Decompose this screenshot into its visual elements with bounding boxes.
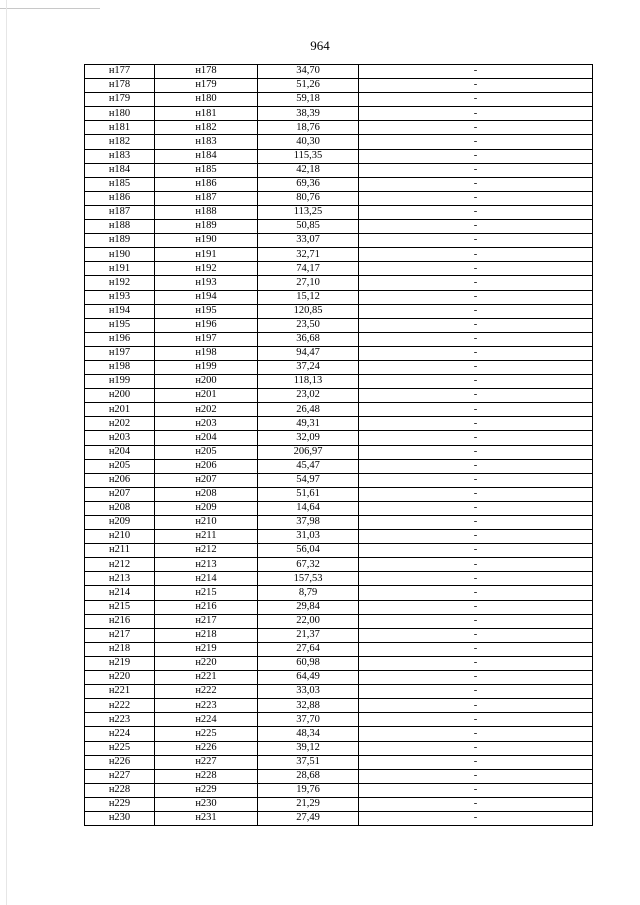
table-row bbox=[85, 163, 593, 177]
from-point-cell: н229 bbox=[85, 797, 155, 811]
table-row bbox=[85, 248, 593, 262]
to-point-cell: н229 bbox=[155, 783, 258, 797]
to-point-cell: н179 bbox=[155, 79, 258, 93]
length-cell: 56,04 bbox=[258, 544, 359, 558]
table-row bbox=[85, 360, 593, 374]
from-point-cell: н193 bbox=[85, 290, 155, 304]
length-cell: 22,00 bbox=[258, 614, 359, 628]
to-point-cell: н197 bbox=[155, 332, 258, 346]
table-row bbox=[85, 445, 593, 459]
from-point-cell: н186 bbox=[85, 191, 155, 205]
note-cell: - bbox=[359, 797, 593, 811]
table-row bbox=[85, 516, 593, 530]
length-cell: 51,61 bbox=[258, 487, 359, 501]
table-row bbox=[85, 332, 593, 346]
note-cell: - bbox=[359, 360, 593, 374]
table-row bbox=[85, 473, 593, 487]
to-point-cell: н192 bbox=[155, 262, 258, 276]
to-point-cell: н184 bbox=[155, 149, 258, 163]
note-cell: - bbox=[359, 530, 593, 544]
to-point-cell: н178 bbox=[155, 65, 258, 79]
to-point-cell: н225 bbox=[155, 727, 258, 741]
to-point-cell: н186 bbox=[155, 177, 258, 191]
length-cell: 67,32 bbox=[258, 558, 359, 572]
table-row bbox=[85, 431, 593, 445]
length-cell: 21,29 bbox=[258, 797, 359, 811]
from-point-cell: н215 bbox=[85, 600, 155, 614]
length-cell: 37,70 bbox=[258, 713, 359, 727]
to-point-cell: н188 bbox=[155, 205, 258, 219]
table-row bbox=[85, 121, 593, 135]
to-point-cell: н223 bbox=[155, 699, 258, 713]
table-row bbox=[85, 642, 593, 656]
page-number: 964 bbox=[310, 38, 330, 53]
to-point-cell: н195 bbox=[155, 304, 258, 318]
length-cell: 120,85 bbox=[258, 304, 359, 318]
table-row bbox=[85, 220, 593, 234]
length-cell: 37,51 bbox=[258, 755, 359, 769]
note-cell: - bbox=[359, 755, 593, 769]
note-cell: - bbox=[359, 135, 593, 149]
length-cell: 48,34 bbox=[258, 727, 359, 741]
length-cell: 27,49 bbox=[258, 811, 359, 825]
note-cell: - bbox=[359, 713, 593, 727]
to-point-cell: н206 bbox=[155, 459, 258, 473]
to-point-cell: н198 bbox=[155, 346, 258, 360]
note-cell: - bbox=[359, 121, 593, 135]
table-row bbox=[85, 389, 593, 403]
from-point-cell: н194 bbox=[85, 304, 155, 318]
from-point-cell: н211 bbox=[85, 544, 155, 558]
note-cell: - bbox=[359, 431, 593, 445]
note-cell: - bbox=[359, 501, 593, 515]
from-point-cell: н209 bbox=[85, 516, 155, 530]
length-cell: 28,68 bbox=[258, 769, 359, 783]
length-cell: 18,76 bbox=[258, 121, 359, 135]
to-point-cell: н219 bbox=[155, 642, 258, 656]
length-cell: 94,47 bbox=[258, 346, 359, 360]
from-point-cell: н201 bbox=[85, 403, 155, 417]
note-cell: - bbox=[359, 586, 593, 600]
note-cell: - bbox=[359, 262, 593, 276]
to-point-cell: н215 bbox=[155, 586, 258, 600]
note-cell: - bbox=[359, 163, 593, 177]
to-point-cell: н213 bbox=[155, 558, 258, 572]
table-row bbox=[85, 769, 593, 783]
length-cell: 23,02 bbox=[258, 389, 359, 403]
length-cell: 157,53 bbox=[258, 572, 359, 586]
from-point-cell: н188 bbox=[85, 220, 155, 234]
length-cell: 74,17 bbox=[258, 262, 359, 276]
boundary-segments-table bbox=[84, 64, 593, 826]
to-point-cell: н212 bbox=[155, 544, 258, 558]
note-cell: - bbox=[359, 487, 593, 501]
length-cell: 27,10 bbox=[258, 276, 359, 290]
table-row bbox=[85, 713, 593, 727]
length-cell: 32,88 bbox=[258, 699, 359, 713]
note-cell: - bbox=[359, 107, 593, 121]
length-cell: 31,03 bbox=[258, 530, 359, 544]
note-cell: - bbox=[359, 191, 593, 205]
length-cell: 49,31 bbox=[258, 417, 359, 431]
from-point-cell: н217 bbox=[85, 628, 155, 642]
note-cell: - bbox=[359, 558, 593, 572]
note-cell: - bbox=[359, 685, 593, 699]
table-row bbox=[85, 487, 593, 501]
table-row bbox=[85, 755, 593, 769]
table-row bbox=[85, 586, 593, 600]
note-cell: - bbox=[359, 149, 593, 163]
from-point-cell: н222 bbox=[85, 699, 155, 713]
length-cell: 59,18 bbox=[258, 93, 359, 107]
from-point-cell: н218 bbox=[85, 642, 155, 656]
table-row bbox=[85, 417, 593, 431]
to-point-cell: н209 bbox=[155, 501, 258, 515]
table-row bbox=[85, 656, 593, 670]
table-row bbox=[85, 558, 593, 572]
length-cell: 14,64 bbox=[258, 501, 359, 515]
length-cell: 26,48 bbox=[258, 403, 359, 417]
to-point-cell: н182 bbox=[155, 121, 258, 135]
to-point-cell: н221 bbox=[155, 671, 258, 685]
note-cell: - bbox=[359, 811, 593, 825]
length-cell: 113,25 bbox=[258, 205, 359, 219]
note-cell: - bbox=[359, 93, 593, 107]
table-body bbox=[85, 65, 593, 826]
note-cell: - bbox=[359, 65, 593, 79]
note-cell: - bbox=[359, 614, 593, 628]
from-point-cell: н181 bbox=[85, 121, 155, 135]
to-point-cell: н231 bbox=[155, 811, 258, 825]
to-point-cell: н193 bbox=[155, 276, 258, 290]
length-cell: 29,84 bbox=[258, 600, 359, 614]
length-cell: 45,47 bbox=[258, 459, 359, 473]
table-row bbox=[85, 107, 593, 121]
note-cell: - bbox=[359, 699, 593, 713]
from-point-cell: н177 bbox=[85, 65, 155, 79]
to-point-cell: н230 bbox=[155, 797, 258, 811]
note-cell: - bbox=[359, 656, 593, 670]
from-point-cell: н226 bbox=[85, 755, 155, 769]
note-cell: - bbox=[359, 473, 593, 487]
note-cell: - bbox=[359, 375, 593, 389]
length-cell: 50,85 bbox=[258, 220, 359, 234]
table-row bbox=[85, 530, 593, 544]
to-point-cell: н226 bbox=[155, 741, 258, 755]
note-cell: - bbox=[359, 727, 593, 741]
table-row bbox=[85, 262, 593, 276]
to-point-cell: н217 bbox=[155, 614, 258, 628]
length-cell: 51,26 bbox=[258, 79, 359, 93]
from-point-cell: н214 bbox=[85, 586, 155, 600]
to-point-cell: н218 bbox=[155, 628, 258, 642]
table-row bbox=[85, 79, 593, 93]
from-point-cell: н199 bbox=[85, 375, 155, 389]
to-point-cell: н183 bbox=[155, 135, 258, 149]
length-cell: 21,37 bbox=[258, 628, 359, 642]
from-point-cell: н189 bbox=[85, 234, 155, 248]
from-point-cell: н185 bbox=[85, 177, 155, 191]
to-point-cell: н194 bbox=[155, 290, 258, 304]
table-row bbox=[85, 234, 593, 248]
note-cell: - bbox=[359, 572, 593, 586]
from-point-cell: н197 bbox=[85, 346, 155, 360]
note-cell: - bbox=[359, 642, 593, 656]
note-cell: - bbox=[359, 332, 593, 346]
note-cell: - bbox=[359, 389, 593, 403]
table-row bbox=[85, 614, 593, 628]
from-point-cell: н208 bbox=[85, 501, 155, 515]
to-point-cell: н228 bbox=[155, 769, 258, 783]
length-cell: 64,49 bbox=[258, 671, 359, 685]
note-cell: - bbox=[359, 459, 593, 473]
note-cell: - bbox=[359, 769, 593, 783]
from-point-cell: н202 bbox=[85, 417, 155, 431]
length-cell: 54,97 bbox=[258, 473, 359, 487]
to-point-cell: н190 bbox=[155, 234, 258, 248]
from-point-cell: н192 bbox=[85, 276, 155, 290]
length-cell: 80,76 bbox=[258, 191, 359, 205]
table-row bbox=[85, 699, 593, 713]
note-cell: - bbox=[359, 248, 593, 262]
from-point-cell: н224 bbox=[85, 727, 155, 741]
length-cell: 33,07 bbox=[258, 234, 359, 248]
from-point-cell: н178 bbox=[85, 79, 155, 93]
table-row bbox=[85, 205, 593, 219]
table-row bbox=[85, 685, 593, 699]
from-point-cell: н184 bbox=[85, 163, 155, 177]
from-point-cell: н187 bbox=[85, 205, 155, 219]
note-cell: - bbox=[359, 290, 593, 304]
from-point-cell: н230 bbox=[85, 811, 155, 825]
to-point-cell: н199 bbox=[155, 360, 258, 374]
from-point-cell: н205 bbox=[85, 459, 155, 473]
length-cell: 36,68 bbox=[258, 332, 359, 346]
from-point-cell: н207 bbox=[85, 487, 155, 501]
from-point-cell: н220 bbox=[85, 671, 155, 685]
table-row bbox=[85, 135, 593, 149]
to-point-cell: н200 bbox=[155, 375, 258, 389]
note-cell: - bbox=[359, 741, 593, 755]
to-point-cell: н204 bbox=[155, 431, 258, 445]
to-point-cell: н208 bbox=[155, 487, 258, 501]
from-point-cell: н182 bbox=[85, 135, 155, 149]
length-cell: 37,98 bbox=[258, 516, 359, 530]
to-point-cell: н201 bbox=[155, 389, 258, 403]
table-row bbox=[85, 501, 593, 515]
table-row bbox=[85, 276, 593, 290]
note-cell: - bbox=[359, 600, 593, 614]
table-row bbox=[85, 93, 593, 107]
note-cell: - bbox=[359, 403, 593, 417]
table-row bbox=[85, 403, 593, 417]
length-cell: 42,18 bbox=[258, 163, 359, 177]
table-row bbox=[85, 600, 593, 614]
table-row bbox=[85, 375, 593, 389]
from-point-cell: н206 bbox=[85, 473, 155, 487]
table-row bbox=[85, 572, 593, 586]
to-point-cell: н211 bbox=[155, 530, 258, 544]
table-row bbox=[85, 544, 593, 558]
note-cell: - bbox=[359, 177, 593, 191]
to-point-cell: н207 bbox=[155, 473, 258, 487]
from-point-cell: н183 bbox=[85, 149, 155, 163]
from-point-cell: н190 bbox=[85, 248, 155, 262]
table-row bbox=[85, 149, 593, 163]
note-cell: - bbox=[359, 234, 593, 248]
table-row bbox=[85, 727, 593, 741]
to-point-cell: н216 bbox=[155, 600, 258, 614]
from-point-cell: н179 bbox=[85, 93, 155, 107]
note-cell: - bbox=[359, 346, 593, 360]
page-edge-line bbox=[6, 0, 7, 905]
to-point-cell: н196 bbox=[155, 318, 258, 332]
to-point-cell: н187 bbox=[155, 191, 258, 205]
length-cell: 19,76 bbox=[258, 783, 359, 797]
to-point-cell: н191 bbox=[155, 248, 258, 262]
to-point-cell: н220 bbox=[155, 656, 258, 670]
to-point-cell: н210 bbox=[155, 516, 258, 530]
from-point-cell: н204 bbox=[85, 445, 155, 459]
from-point-cell: н228 bbox=[85, 783, 155, 797]
note-cell: - bbox=[359, 318, 593, 332]
from-point-cell: н191 bbox=[85, 262, 155, 276]
to-point-cell: н181 bbox=[155, 107, 258, 121]
to-point-cell: н180 bbox=[155, 93, 258, 107]
length-cell: 33,03 bbox=[258, 685, 359, 699]
length-cell: 32,09 bbox=[258, 431, 359, 445]
from-point-cell: н203 bbox=[85, 431, 155, 445]
note-cell: - bbox=[359, 276, 593, 290]
from-point-cell: н180 bbox=[85, 107, 155, 121]
from-point-cell: н200 bbox=[85, 389, 155, 403]
note-cell: - bbox=[359, 516, 593, 530]
from-point-cell: н196 bbox=[85, 332, 155, 346]
from-point-cell: н195 bbox=[85, 318, 155, 332]
length-cell: 40,30 bbox=[258, 135, 359, 149]
from-point-cell: н227 bbox=[85, 769, 155, 783]
to-point-cell: н224 bbox=[155, 713, 258, 727]
to-point-cell: н222 bbox=[155, 685, 258, 699]
note-cell: - bbox=[359, 79, 593, 93]
note-cell: - bbox=[359, 783, 593, 797]
to-point-cell: н189 bbox=[155, 220, 258, 234]
length-cell: 15,12 bbox=[258, 290, 359, 304]
table-row bbox=[85, 797, 593, 811]
length-cell: 38,39 bbox=[258, 107, 359, 121]
from-point-cell: н210 bbox=[85, 530, 155, 544]
from-point-cell: н216 bbox=[85, 614, 155, 628]
to-point-cell: н202 bbox=[155, 403, 258, 417]
table-row bbox=[85, 65, 593, 79]
table-row bbox=[85, 671, 593, 685]
note-cell: - bbox=[359, 671, 593, 685]
to-point-cell: н227 bbox=[155, 755, 258, 769]
note-cell: - bbox=[359, 304, 593, 318]
from-point-cell: н198 bbox=[85, 360, 155, 374]
to-point-cell: н185 bbox=[155, 163, 258, 177]
from-point-cell: н223 bbox=[85, 713, 155, 727]
length-cell: 23,50 bbox=[258, 318, 359, 332]
corner-rule bbox=[0, 8, 100, 9]
length-cell: 27,64 bbox=[258, 642, 359, 656]
table-row bbox=[85, 346, 593, 360]
table-row bbox=[85, 177, 593, 191]
note-cell: - bbox=[359, 445, 593, 459]
table-row bbox=[85, 304, 593, 318]
length-cell: 8,79 bbox=[258, 586, 359, 600]
length-cell: 118,13 bbox=[258, 375, 359, 389]
length-cell: 206,97 bbox=[258, 445, 359, 459]
length-cell: 37,24 bbox=[258, 360, 359, 374]
length-cell: 32,71 bbox=[258, 248, 359, 262]
table-row bbox=[85, 628, 593, 642]
to-point-cell: н203 bbox=[155, 417, 258, 431]
table-row bbox=[85, 191, 593, 205]
from-point-cell: н212 bbox=[85, 558, 155, 572]
note-cell: - bbox=[359, 628, 593, 642]
length-cell: 34,70 bbox=[258, 65, 359, 79]
table-row bbox=[85, 459, 593, 473]
length-cell: 60,98 bbox=[258, 656, 359, 670]
table-row bbox=[85, 318, 593, 332]
table-row bbox=[85, 290, 593, 304]
note-cell: - bbox=[359, 220, 593, 234]
length-cell: 115,35 bbox=[258, 149, 359, 163]
to-point-cell: н214 bbox=[155, 572, 258, 586]
from-point-cell: н225 bbox=[85, 741, 155, 755]
note-cell: - bbox=[359, 205, 593, 219]
note-cell: - bbox=[359, 544, 593, 558]
length-cell: 39,12 bbox=[258, 741, 359, 755]
note-cell: - bbox=[359, 417, 593, 431]
from-point-cell: н213 bbox=[85, 572, 155, 586]
to-point-cell: н205 bbox=[155, 445, 258, 459]
table-row bbox=[85, 741, 593, 755]
table-row bbox=[85, 783, 593, 797]
length-cell: 69,36 bbox=[258, 177, 359, 191]
table-row bbox=[85, 811, 593, 825]
from-point-cell: н219 bbox=[85, 656, 155, 670]
from-point-cell: н221 bbox=[85, 685, 155, 699]
